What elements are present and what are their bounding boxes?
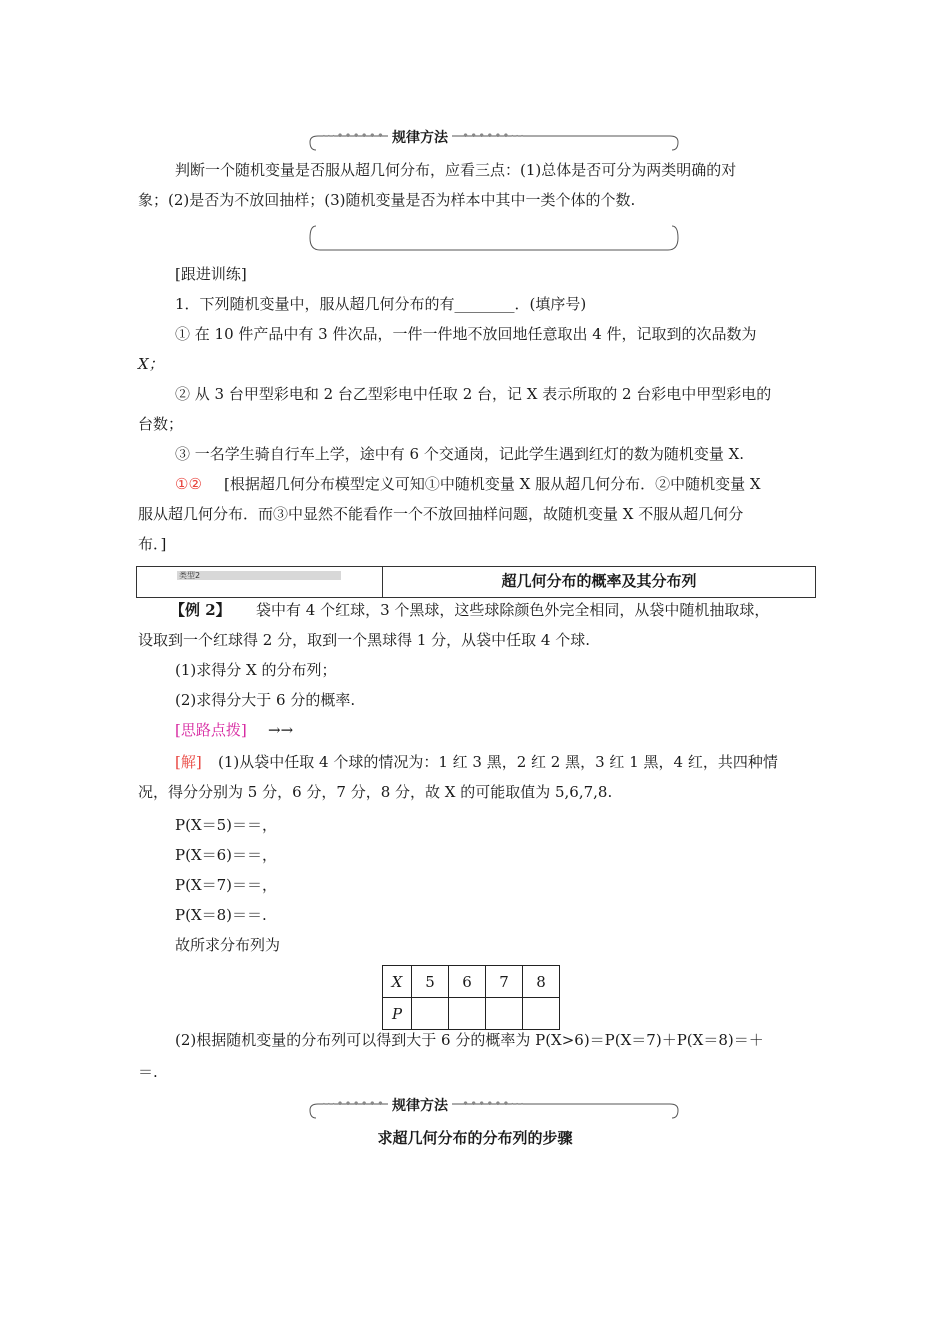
example-text2: 设取到一个红球得 2 分，取到一个黑球得 1 分，从袋中任取 4 个球.	[138, 631, 591, 649]
item2-line1: ② 从 3 台甲型彩电和 2 台乙型彩电中任取 2 台，记 X 表示所取的 2 台彩电中甲型彩电的	[175, 385, 772, 403]
hint-arrows: →→	[268, 721, 294, 739]
training-header: [跟进训练]	[175, 265, 247, 283]
table-cell	[449, 998, 486, 1030]
table-cell	[486, 998, 523, 1030]
prob-x7: P(X＝7)＝＝，	[175, 876, 278, 894]
table-cell: 8	[523, 966, 560, 998]
dots-left: ···••••••	[322, 129, 385, 143]
solution-label: [解]	[175, 753, 202, 771]
item3: ③ 一名学生骑自行车上学，途中有 6 个交通岗，记此学生遇到红灯的数为随机变量 X.	[175, 445, 745, 463]
solution-line1: (1)从袋中任取 4 个球的情况为：1 红 3 黑，2 红 2 黑，3 红 1 黑，4 红，共四种情	[218, 753, 778, 771]
method-heading-2: 求超几何分布的分布列的步骤	[377, 1129, 573, 1147]
answer-line3: 布．]	[138, 535, 167, 553]
dots-right-2: ••••••···	[462, 1097, 525, 1111]
example-q2: (2)求得分大于 6 分的概率.	[175, 691, 356, 709]
answer-line1: [根据超几何分布模型定义可知①中随机变量 X 服从超几何分布．②中随机变量 X	[224, 475, 761, 493]
table-cell	[523, 998, 560, 1030]
item1-line2: X；	[138, 355, 164, 373]
table-cell: 6	[449, 966, 486, 998]
table-cell: X	[383, 966, 412, 998]
dots-left-2: ···••••••	[322, 1097, 385, 1111]
part2-line2: ＝.	[138, 1063, 158, 1081]
table-cell: 5	[412, 966, 449, 998]
table-row	[383, 998, 560, 1030]
example-label: 【例 2】	[170, 601, 231, 619]
answer-line2: 服从超几何分布．而③中显然不能看作一个不放回抽样问题，故随机变量 X 不服从超几何分	[138, 505, 744, 523]
section-title: 超几何分布的概率及其分布列	[501, 572, 697, 590]
hint-label: [思路点拨]	[175, 721, 247, 739]
training-question: 1．下列随机变量中，服从超几何分布的有________．(填序号)	[175, 295, 587, 313]
table-cell	[412, 998, 449, 1030]
prob-x5: P(X＝5)＝＝，	[175, 816, 278, 834]
distribution-table	[382, 965, 560, 1030]
solution-line2: 况，得分分别为 5 分，6 分，7 分，8 分，故 X 的可能取值为 5,6,7,8.	[138, 783, 613, 801]
table-cell: P	[383, 998, 412, 1030]
dist-intro: 故所求分布列为	[175, 936, 281, 954]
item1-line1: ① 在 10 件产品中有 3 件次品，一件一件地不放回地任意取出 4 件，记取到的次品数为	[175, 325, 757, 343]
section-tag: 类型2	[179, 571, 201, 580]
dots-right: ••••••···	[462, 129, 525, 143]
item2-line2: 台数；	[138, 415, 184, 433]
method-title: 规律方法	[388, 127, 452, 147]
part2-line1: (2)根据随机变量的分布列可以得到大于 6 分的概率为 P(X>6)＝P(X＝7)＋P(X＝8)＝＋	[175, 1031, 764, 1049]
answer-mark: ①②	[175, 475, 202, 493]
table-cell: 7	[486, 966, 523, 998]
prob-x6: P(X＝6)＝＝，	[175, 846, 278, 864]
section-tag-cell	[137, 567, 383, 597]
example-q1: (1)求得分 X 的分布列；	[175, 661, 337, 679]
method-text-line2: 象；(2)是否为不放回抽样；(3)随机变量是否为样本中其中一类个体的个数.	[138, 191, 636, 209]
method-title-2: 规律方法	[388, 1095, 452, 1115]
prob-x8: P(X＝8)＝＝.	[175, 906, 267, 924]
section-header	[136, 566, 816, 598]
method-text-line1: 判断一个随机变量是否服从超几何分布，应看三点：(1)总体是否可分为两类明确的对	[175, 161, 737, 179]
table-row	[383, 966, 560, 998]
example-text1: 袋中有 4 个红球，3 个黑球，这些球除颜色外完全相同，从袋中随机抽取球，	[256, 601, 770, 619]
section-tag-bar	[177, 571, 341, 580]
